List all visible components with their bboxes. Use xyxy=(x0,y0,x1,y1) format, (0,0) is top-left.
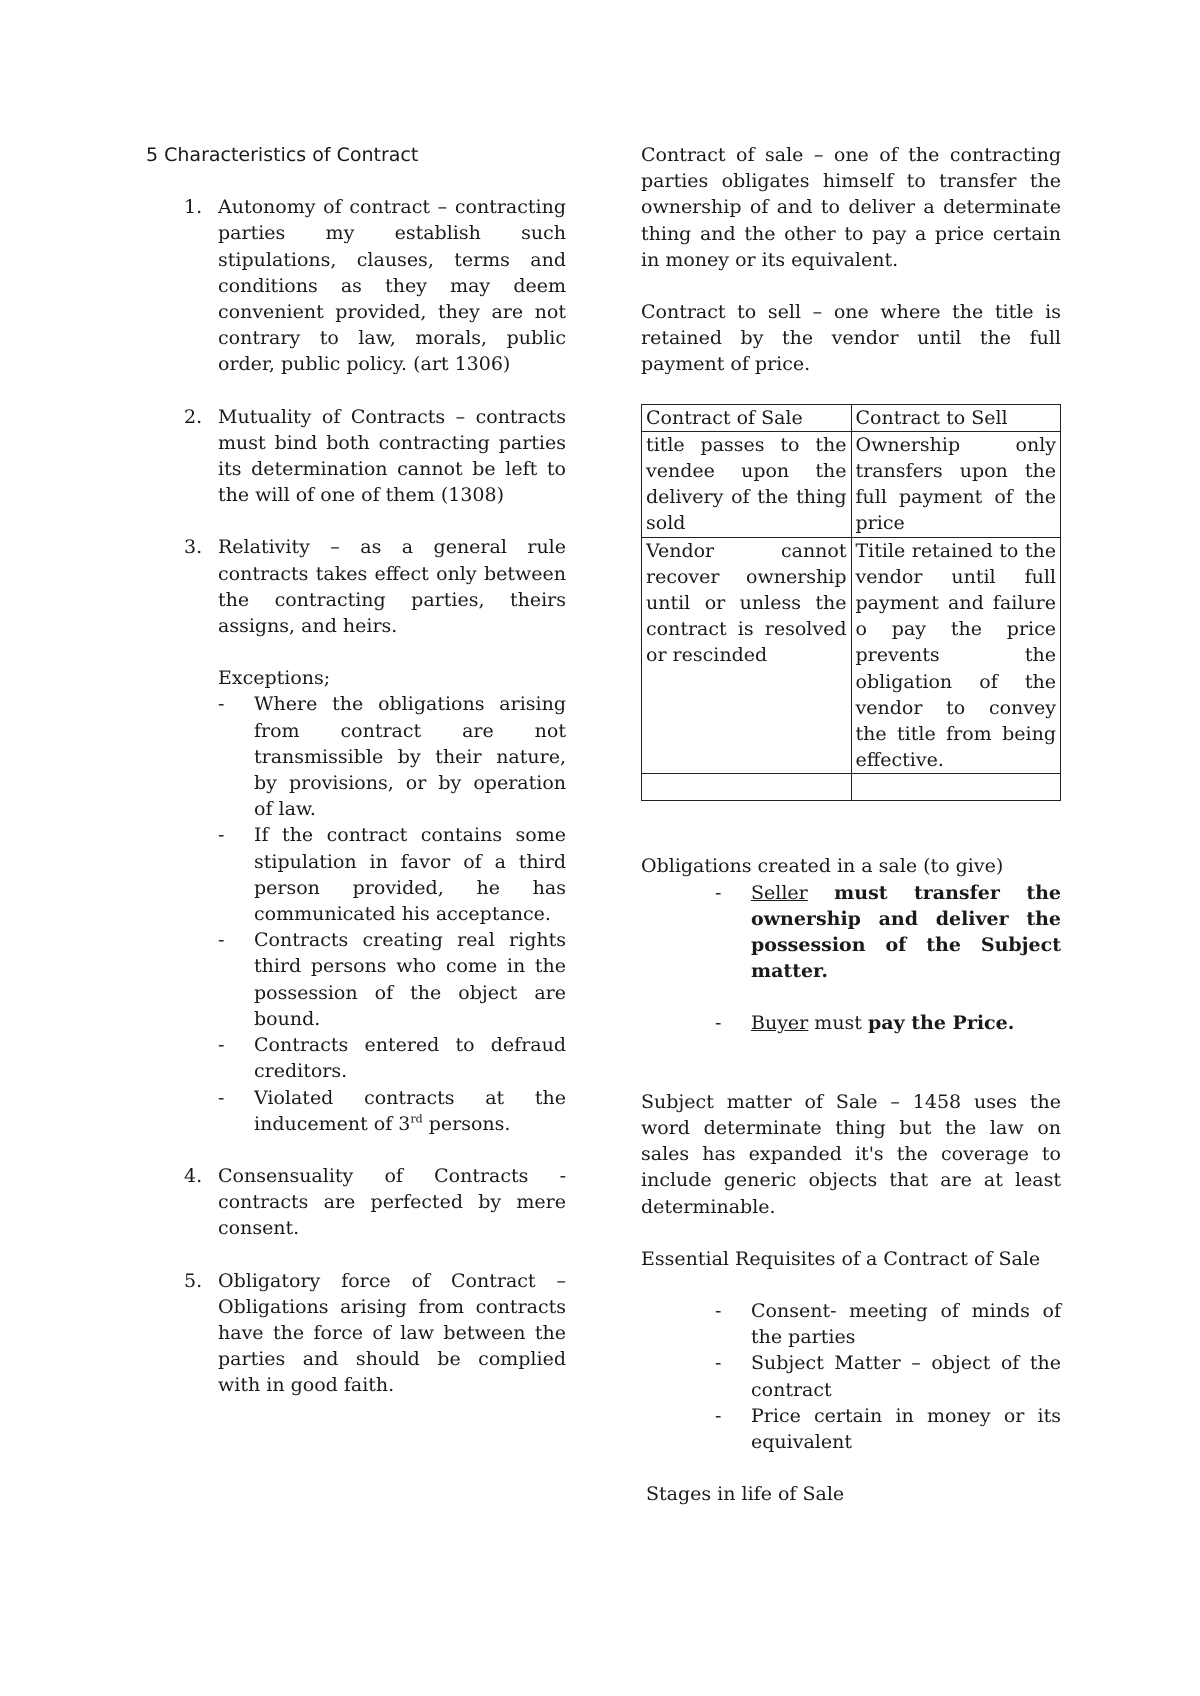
contract-to-sell-definition: Contract to sell – one where the title is retained by the vendor until the full payment of price. xyxy=(641,301,1061,376)
exception-item xyxy=(218,927,566,1032)
requisites-heading: Essential Requisites of a Contract of Sale xyxy=(641,1247,1041,1270)
requisite-item xyxy=(715,1298,1061,1350)
table-cell: Vendor cannot recover ownership until or unless the contract is resolved or rescinded xyxy=(642,537,852,774)
characteristics-list xyxy=(146,194,566,1398)
dash-bullet: - xyxy=(715,881,722,904)
dash-bullet: - xyxy=(715,1404,722,1427)
list-item xyxy=(146,534,566,1136)
exception-item xyxy=(218,1032,566,1084)
obligations-list-buyer xyxy=(641,1010,1061,1036)
exceptions-heading: Exceptions; xyxy=(218,667,331,690)
exception-item xyxy=(218,691,566,822)
table-cell-empty xyxy=(851,774,1061,801)
requisite-text: Subject Matter – object of the contract xyxy=(751,1352,1061,1401)
comparison-table xyxy=(641,404,1061,802)
exceptions-list xyxy=(218,691,566,1136)
table-row-empty xyxy=(642,774,1061,801)
buyer-obligation-text: pay the Price. xyxy=(867,1012,1015,1035)
exception-text: Violated contracts at the inducement of 3 xyxy=(254,1086,566,1135)
requisite-text: Price certain in money or its equivalent xyxy=(751,1404,1061,1453)
obligations-heading: Obligations created in a sale (to give) xyxy=(641,855,1004,878)
contract-of-sale-definition: Contract of sale – one of the contracting parties obligates himself to transfer the ownership of and to deliver a determinate thing and the other to pay a price certain in money or its equivalent. xyxy=(641,144,1061,271)
list-number: 3. xyxy=(184,536,203,559)
table-row xyxy=(642,431,1061,537)
list-number: 1. xyxy=(184,196,203,219)
requisite-item xyxy=(715,1350,1061,1402)
dash-bullet: - xyxy=(715,1352,722,1375)
table-row xyxy=(642,537,1061,774)
table-cell-empty xyxy=(642,774,852,801)
dash-bullet: - xyxy=(715,1299,722,1322)
seller-obligation-text: must transfer the ownership and deliver the possession of the Subject matter. xyxy=(751,881,1061,983)
exception-text: Where the obligations arising from contract are not transmissible by their nature, by provisions, or by operation of law. xyxy=(254,693,566,821)
dash-bullet: - xyxy=(218,824,225,847)
exception-text: Contracts entered to defraud creditors. xyxy=(254,1034,566,1083)
table-cell: title passes to the vendee upon the delivery of the thing sold xyxy=(642,431,852,537)
exception-text: If the contract contains some stipulation in favor of a third person provided, he has communicated his acceptance. xyxy=(254,824,566,926)
table-cell: Ownership only transfers upon the full payment of the price xyxy=(851,431,1061,537)
stages-heading: Stages in life of Sale xyxy=(646,1483,845,1506)
list-number: 5. xyxy=(184,1269,203,1292)
requisite-item xyxy=(715,1403,1061,1455)
exception-text-suffix: persons. xyxy=(422,1112,511,1135)
dash-bullet: - xyxy=(218,1034,225,1057)
list-item-text: Autonomy of contract – contracting parties my establish such stipulations, clauses, terms and conditions as they may deem convenient provided, they are not contrary to law, morals, public order, public policy. (art 1306) xyxy=(218,196,566,376)
list-item-text: Consensuality of Contracts - contracts are perfected by mere consent. xyxy=(218,1164,566,1240)
dash-bullet: - xyxy=(218,693,225,716)
requisite-text: Consent- meeting of minds of the parties xyxy=(751,1299,1061,1349)
list-item xyxy=(146,1268,566,1399)
table-header-row xyxy=(642,404,1061,431)
table-header-cell: Contract to Sell xyxy=(851,404,1061,431)
requisites-list xyxy=(641,1298,1061,1455)
right-column xyxy=(641,142,1061,1507)
dash-bullet: - xyxy=(218,1086,225,1109)
list-item-text: Obligatory force of Contract – Obligations arising from contracts have the force of law between the parties and should be complied with in good faith. xyxy=(218,1269,566,1397)
exception-item xyxy=(218,1085,566,1137)
dash-bullet: - xyxy=(218,929,225,952)
list-item-text: Relativity – as a general rule contracts takes effect only between the contracting parties, theirs assigns, and heirs. xyxy=(218,536,566,638)
list-item xyxy=(146,194,566,377)
obligation-item-buyer xyxy=(715,1010,1061,1036)
obligation-item-seller xyxy=(715,880,1061,985)
list-item-text: Mutuality of Contracts – contracts must bind both contracting parties its determination cannot be left to the will of one of them (1308) xyxy=(218,405,566,507)
characteristics-title: 5 Characteristics of Contract xyxy=(146,144,419,166)
dash-bullet: - xyxy=(715,1012,722,1035)
list-number: 2. xyxy=(184,405,203,428)
exception-item xyxy=(218,822,566,927)
ordinal-superscript: rd xyxy=(410,1112,423,1126)
list-item xyxy=(146,1163,566,1242)
buyer-label: Buyer xyxy=(751,1012,809,1035)
obligations-list xyxy=(641,880,1061,985)
buyer-mid-text: must xyxy=(808,1012,868,1035)
list-number: 4. xyxy=(184,1164,203,1187)
table-cell: Titile retained to the vendor until full payment and failure o pay the price prevents the obligation of the vendor to convey the title from being effective. xyxy=(851,537,1061,774)
subject-matter-paragraph: Subject matter of Sale – 1458 uses the word determinate thing but the law on sales has expanded it's the coverage to include generic objects that are at least determinable. xyxy=(641,1090,1061,1218)
table-header-cell: Contract of Sale xyxy=(642,404,852,431)
seller-label: Seller xyxy=(751,881,808,904)
list-item xyxy=(146,404,566,509)
exception-text: Contracts creating real rights third persons who come in the possession of the object are bound. xyxy=(254,929,566,1030)
left-column xyxy=(146,142,566,1425)
